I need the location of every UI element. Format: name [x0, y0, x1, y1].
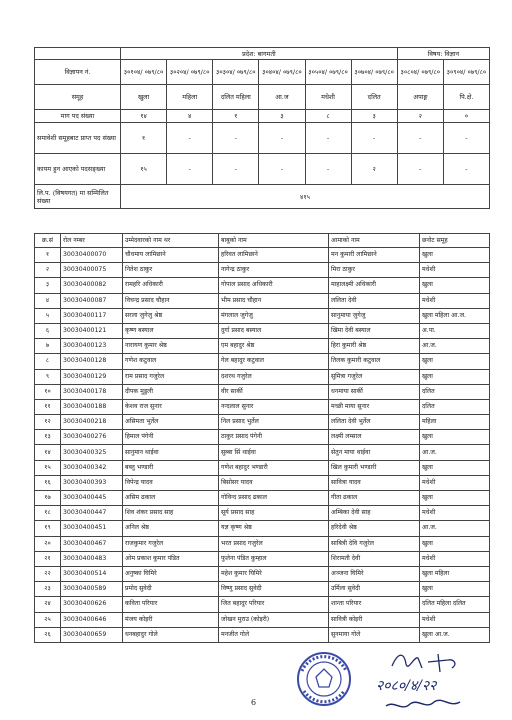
- selection-group-cell: आ.ज.: [420, 521, 490, 536]
- final-posts-cell: -: [305, 154, 351, 185]
- mother-name-cell: तिलक कुमारी कटुवाल: [329, 354, 420, 369]
- selection-group-cell: खुला: [420, 248, 490, 263]
- serial-cell: ७: [35, 339, 61, 354]
- candidate-name-cell: असिम ढकाल: [123, 491, 219, 506]
- father-name-cell: भरत प्रसाद गजुरेल: [219, 536, 329, 551]
- selection-group-cell: दलित महिला दलित: [420, 597, 490, 612]
- father-name-cell: निल प्रसाद भुर्तेल: [219, 415, 329, 430]
- roll-number-cell: 30030400082: [61, 278, 123, 293]
- roll-number-cell: 30030400178: [61, 384, 123, 399]
- candidate-name-cell: अनिल श्रेष्ठ: [123, 521, 219, 536]
- mother-name-cell: खिमा देवी बस्याल: [329, 323, 420, 338]
- mother-name-cell: उर्मिला सुवेदी: [329, 582, 420, 597]
- candidate-row: [35, 506, 490, 521]
- candidate-name-cell: बब्लु भण्डारी: [123, 460, 219, 475]
- summary-header-row: [35, 48, 490, 60]
- serial-cell: १९: [35, 521, 61, 536]
- candidate-row: [35, 445, 490, 460]
- vacancy-cell: ०: [443, 110, 489, 123]
- candidate-name-cell: ओम प्रकाश कुमार पंडित: [123, 551, 219, 566]
- candidate-row: [35, 248, 490, 263]
- serial-cell: ८: [35, 354, 61, 369]
- candidate-row: [35, 475, 490, 490]
- list-header-row: [35, 234, 490, 248]
- father-name-cell: सुब्बा सिं थाईवा: [219, 445, 329, 460]
- candidate-row: [35, 263, 490, 278]
- roll-number-cell: 30030400117: [61, 308, 123, 323]
- group-cell: दलित महिला: [213, 85, 259, 110]
- vacancy-cell: ८: [305, 110, 351, 123]
- roll-number-cell: 30030400483: [61, 551, 123, 566]
- advertisement-code: ३०३०४/ ०७९/८०: [213, 60, 259, 85]
- father-name-cell: विष्णु प्रसाद सुवेदी: [219, 582, 329, 597]
- selection-group-cell: मधेशी: [420, 551, 490, 566]
- candidate-name-cell: नारायण कुमार श्रेष्ठ: [123, 339, 219, 354]
- serial-cell: ९: [35, 369, 61, 384]
- serial-cell: २२: [35, 566, 61, 581]
- roll-number-cell: 30030400087: [61, 293, 123, 308]
- roll-number-cell: 30030400129: [61, 369, 123, 384]
- candidate-name-cell: राजकुमार गजुरेल: [123, 536, 219, 551]
- roll-number-cell: 30030400276: [61, 430, 123, 445]
- selection-group-cell: खुला: [420, 369, 490, 384]
- header-roll-number: रोल नम्बर: [61, 234, 123, 248]
- serial-cell: १३: [35, 430, 61, 445]
- mother-name-cell: ललिता देवी: [329, 293, 420, 308]
- final-posts-row: [35, 154, 490, 185]
- candidate-row: [35, 293, 490, 308]
- final-posts-cell: २: [351, 154, 397, 185]
- final-posts-label: कायम हुन आएको पदसङ्ख्या: [35, 154, 121, 185]
- final-posts-cell: -: [259, 154, 305, 185]
- advertisement-code: ३०१०४/ ०७९/८०: [121, 60, 167, 85]
- candidate-row: [35, 354, 490, 369]
- mother-name-cell: सावित्री कोइरी: [329, 612, 420, 627]
- roll-number-cell: 30030400121: [61, 323, 123, 338]
- inclusive-posts-cell: -: [213, 123, 259, 154]
- candidate-name-cell: गणेश कटुवाल: [123, 354, 219, 369]
- roll-number-cell: 30030400589: [61, 582, 123, 597]
- vacancy-cell: १: [213, 110, 259, 123]
- candidate-name-cell: नितेश ठाकुर: [123, 263, 219, 278]
- roll-number-cell: 30030400075: [61, 263, 123, 278]
- summary-corner-cell: [35, 48, 121, 60]
- advertisement-code: ३०७०४/ ०७९/८०: [351, 60, 397, 85]
- candidate-name-cell: धनबहादुर गोले: [123, 627, 219, 642]
- candidate-name-cell: चौधमाय लामिछाने: [123, 248, 219, 263]
- advertisement-code: ३०२०४/ ०७९/८०: [167, 60, 213, 85]
- candidate-row: [35, 415, 490, 430]
- roll-number-cell: 30030400070: [61, 248, 123, 263]
- mother-name-cell: अञ्जना घिमिरे: [329, 566, 420, 581]
- serial-cell: ६: [35, 323, 61, 338]
- selection-group-cell: खुला: [420, 491, 490, 506]
- group-cell: खुला: [121, 85, 167, 110]
- candidate-name-cell: कविता परियार: [123, 597, 219, 612]
- inclusive-posts-cell: -: [397, 123, 443, 154]
- advertisement-code: ३०५०४/ ०७९/८०: [305, 60, 351, 85]
- mother-name-cell: मन कुमारी लामिछाने: [329, 248, 420, 263]
- candidate-row: [35, 339, 490, 354]
- serial-cell: २४: [35, 597, 61, 612]
- father-name-cell: मंगलाल जुगेजु: [219, 308, 329, 323]
- official-seal-icon: [296, 651, 352, 707]
- serial-cell: १४: [35, 445, 61, 460]
- father-name-cell: दुर्गा प्रसाद बस्याल: [219, 323, 329, 338]
- selection-group-cell: आ.ज.: [420, 445, 490, 460]
- candidate-name-cell: प्रमोद सुवेदी: [123, 582, 219, 597]
- serial-cell: २३: [35, 582, 61, 597]
- father-name-cell: ठाकुर प्रसाद पंगेनी: [219, 430, 329, 445]
- candidate-row: [35, 612, 490, 627]
- serial-cell: ४: [35, 293, 61, 308]
- candidate-row: [35, 566, 490, 581]
- mother-name-cell: शान्ता परियार: [329, 597, 420, 612]
- serial-cell: १५: [35, 460, 61, 475]
- father-name-cell: एम बहादुर श्रेष्ठ: [219, 339, 329, 354]
- group-cell: महिला: [167, 85, 213, 110]
- mother-name-cell: साबित्री देवि गजुरेल: [329, 536, 420, 551]
- roll-number-cell: 30030400447: [61, 506, 123, 521]
- advertisement-code: ३०४०४/ ०७९/८०: [259, 60, 305, 85]
- province-label: प्रदेश: बागमती: [121, 48, 398, 60]
- serial-cell: ११: [35, 399, 61, 414]
- final-posts-cell: -: [397, 154, 443, 185]
- mother-name-cell: मच्छी माया सुनार: [329, 399, 420, 414]
- group-cell: पि.क्षे.: [443, 85, 489, 110]
- father-name-cell: नन्दलाल सुनार: [219, 399, 329, 414]
- vacancy-label: माग पद संख्या: [35, 110, 121, 123]
- selection-group-cell: मधेशी: [420, 293, 490, 308]
- father-name-cell: मनजीत गोले: [219, 627, 329, 642]
- candidate-name-cell: मंजय कोइरी: [123, 612, 219, 627]
- serial-cell: ३: [35, 278, 61, 293]
- mother-name-cell: मिरा ठाकुर: [329, 263, 420, 278]
- selection-group-cell: खुला: [420, 536, 490, 551]
- selection-group-cell: अ.पा.: [420, 323, 490, 338]
- mother-name-cell: लक्ष्मी लम्साल: [329, 430, 420, 445]
- group-cell: दलित: [351, 85, 397, 110]
- selection-group-cell: मधेशी: [420, 506, 490, 521]
- inclusive-posts-cell: -: [443, 123, 489, 154]
- father-name-cell: गोपाल प्रसाद अधिकारी: [219, 278, 329, 293]
- serial-cell: २०: [35, 536, 61, 551]
- father-name-cell: गेल बहादुर कटुवाल: [219, 354, 329, 369]
- header-serial: क्र.सं: [35, 234, 61, 248]
- mother-name-cell: ललिता देवी भुर्तेल: [329, 415, 420, 430]
- inclusive-posts-cell: -: [305, 123, 351, 154]
- group-cell: आ.ज: [259, 85, 305, 110]
- inclusive-posts-cell: -: [259, 123, 305, 154]
- candidate-row: [35, 460, 490, 475]
- roll-number-cell: 30030400445: [61, 491, 123, 506]
- roll-number-cell: 30030400123: [61, 339, 123, 354]
- father-name-cell: गणेश बहादुर भण्डारी: [219, 460, 329, 475]
- advertisement-label: विज्ञापन नं.: [35, 60, 121, 85]
- page-number: 6: [251, 698, 257, 707]
- selection-group-cell: मधेशी: [420, 263, 490, 278]
- father-name-cell: हरिवत लामिछाने: [219, 248, 329, 263]
- candidate-name-cell: अनुष्का घिमिरे: [123, 566, 219, 581]
- candidate-row: [35, 369, 490, 384]
- candidate-row: [35, 627, 490, 642]
- selection-group-cell: दलित: [420, 399, 490, 414]
- final-posts-cell: -: [443, 154, 489, 185]
- roll-number-cell: 30030400626: [61, 597, 123, 612]
- mother-name-cell: सानुमाया जुगेजु: [329, 308, 420, 323]
- svg-text:२०८०/४/२२: २०८०/४/२२: [376, 678, 437, 694]
- candidate-name-cell: विचन्द्र प्रसाद चौहान: [123, 293, 219, 308]
- father-name-cell: महेश कुमार घिमिरे: [219, 566, 329, 581]
- roll-number-cell: 30030400128: [61, 354, 123, 369]
- mother-name-cell: अम्बिका देवी साह: [329, 506, 420, 521]
- groups-row: [35, 85, 490, 110]
- inclusive-posts-row: [35, 123, 490, 154]
- mother-name-cell: गीता ढकाल: [329, 491, 420, 506]
- roll-number-cell: 30030400451: [61, 521, 123, 536]
- mother-name-cell: सुनमाया गोले: [329, 627, 420, 642]
- header-candidate-name: उम्मेदवारको नाम थर: [123, 234, 219, 248]
- father-name-cell: जित बहादुर परियार: [219, 597, 329, 612]
- advertisement-code: ३०९०४/ ०७९/८०: [443, 60, 489, 85]
- serial-cell: २५: [35, 612, 61, 627]
- roll-number-cell: 30030400646: [61, 612, 123, 627]
- group-cell: मधेशी: [305, 85, 351, 110]
- roll-number-cell: 30030400514: [61, 566, 123, 581]
- mother-name-cell: सेतुन माया थाईवा: [329, 445, 420, 460]
- mother-name-cell: सावित्रा यादव: [329, 475, 420, 490]
- header-selection-group: छनोट समूह: [420, 234, 490, 248]
- inclusive-posts-cell: -: [167, 123, 213, 154]
- selection-group-cell: दलित: [420, 384, 490, 399]
- roll-number-cell: 30030400342: [61, 460, 123, 475]
- header-mother-name: आमाको नाम: [329, 234, 420, 248]
- candidate-name-cell: रामहरि अधिकारी: [123, 278, 219, 293]
- serial-cell: १८: [35, 506, 61, 521]
- serial-cell: १०: [35, 384, 61, 399]
- serial-cell: २१: [35, 551, 61, 566]
- advertisement-code: ३०८०४/ ०७९/८०: [397, 60, 443, 85]
- serial-cell: ५: [35, 308, 61, 323]
- serial-cell: १७: [35, 491, 61, 506]
- father-name-cell: भीम प्रसाद चौहान: [219, 293, 329, 308]
- candidate-row: [35, 491, 490, 506]
- candidate-name-cell: विपेन्द्र यादव: [123, 475, 219, 490]
- selection-group-cell: आ.ज.: [420, 339, 490, 354]
- candidate-name-cell: सानुमान थाईवा: [123, 445, 219, 460]
- mother-name-cell: शिरामती देवी: [329, 551, 420, 566]
- candidate-name-cell: शिव शंकर प्रसाद साह: [123, 506, 219, 521]
- handwritten-date: [372, 672, 490, 716]
- group-cell: अपाङ्ग: [397, 85, 443, 110]
- final-posts-cell: -: [213, 154, 259, 185]
- candidate-row: [35, 323, 490, 338]
- candidate-row: [35, 536, 490, 551]
- father-name-cell: सूर्य प्रसाद साह: [219, 506, 329, 521]
- father-name-cell: जोखन मुराउ (कोइरी): [219, 612, 329, 627]
- vacancy-cell: ३: [351, 110, 397, 123]
- selection-group-cell: महिला: [420, 415, 490, 430]
- vacancy-cell: १४: [121, 110, 167, 123]
- father-name-cell: यज्ञ कृष्ण श्रेष्ठ: [219, 521, 329, 536]
- mother-name-cell: खिल कुमारी भण्डारी: [329, 460, 420, 475]
- mother-name-cell: माहालक्ष्मी अधिकारी: [329, 278, 420, 293]
- candidate-row: [35, 278, 490, 293]
- candidate-row: [35, 597, 490, 612]
- mother-name-cell: धनमाया सार्की: [329, 384, 420, 399]
- candidate-name-cell: दीपक मुडुली: [123, 384, 219, 399]
- mother-name-cell: सुमित्रा गजुरेल: [329, 369, 420, 384]
- final-posts-cell: १५: [121, 154, 167, 185]
- applicants-row: [35, 185, 490, 209]
- applicants-label: लि.प. (विषयगत) मा सम्मिलित संख्या: [35, 185, 121, 209]
- selection-group-cell: खुला: [420, 582, 490, 597]
- serial-cell: २: [35, 263, 61, 278]
- selection-group-cell: खुला: [420, 354, 490, 369]
- candidate-name-cell: हिमाल पंगेनी: [123, 430, 219, 445]
- candidate-list-table: [34, 233, 490, 643]
- candidate-name-cell: कृष्ण बस्याल: [123, 323, 219, 338]
- inclusive-posts-label: समावेशी समूहबाट प्राप्त पद संख्या: [35, 123, 121, 154]
- serial-cell: १६: [35, 475, 61, 490]
- serial-cell: २६: [35, 627, 61, 642]
- mother-name-cell: हिरा कुमारी श्रेष्ठ: [329, 339, 420, 354]
- candidate-name-cell: असिमता भुर्तेल: [123, 415, 219, 430]
- father-name-cell: गोविन्द प्रसाद ढकाल: [219, 491, 329, 506]
- candidate-row: [35, 521, 490, 536]
- selection-group-cell: मधेशी: [420, 612, 490, 627]
- selection-group-cell: खुला महिला: [420, 566, 490, 581]
- roll-number-cell: 30030400325: [61, 445, 123, 460]
- candidate-row: [35, 384, 490, 399]
- selection-group-cell: खुला: [420, 430, 490, 445]
- applicants-total: ४१५: [121, 185, 490, 209]
- father-name-cell: दशरथ गजुरेल: [219, 369, 329, 384]
- serial-cell: १: [35, 248, 61, 263]
- roll-number-cell: 30030400659: [61, 627, 123, 642]
- vacancy-cell: २: [397, 110, 443, 123]
- candidate-row: [35, 430, 490, 445]
- candidate-row: [35, 551, 490, 566]
- candidate-name-cell: केशव राज सुनार: [123, 399, 219, 414]
- selection-group-cell: खुला: [420, 278, 490, 293]
- selection-group-cell: मधेशी: [420, 475, 490, 490]
- selection-group-cell: खुला महिला आ.ज.: [420, 308, 490, 323]
- father-name-cell: नागेन्द्र ठाकुर: [219, 263, 329, 278]
- vacancy-row: [35, 110, 490, 123]
- roll-number-cell: 30030400218: [61, 415, 123, 430]
- vacancy-cell: ३: [259, 110, 305, 123]
- selection-group-cell: खुला: [420, 460, 490, 475]
- candidate-row: [35, 308, 490, 323]
- candidate-row: [35, 399, 490, 414]
- vacancy-cell: ४: [167, 110, 213, 123]
- header-father-name: बाबुको नाम: [219, 234, 329, 248]
- inclusive-posts-cell: १: [121, 123, 167, 154]
- inclusive-posts-cell: -: [351, 123, 397, 154]
- roll-number-cell: 30030400393: [61, 475, 123, 490]
- mother-name-cell: हरिदेवी श्रेष्ठ: [329, 521, 420, 536]
- summary-table: [34, 47, 490, 209]
- selection-group-cell: खुला आ.ज.: [420, 627, 490, 642]
- father-name-cell: वीर सार्की: [219, 384, 329, 399]
- roll-number-cell: 30030400467: [61, 536, 123, 551]
- candidate-name-cell: राम प्रसाद गजुरेल: [123, 369, 219, 384]
- serial-cell: १२: [35, 415, 61, 430]
- candidate-row: [35, 582, 490, 597]
- roll-number-cell: 30030400188: [61, 399, 123, 414]
- father-name-cell: बिसोसर यादव: [219, 475, 329, 490]
- advertisement-codes-row: [35, 60, 490, 85]
- candidate-name-cell: सरला जुगेजु श्रेष्ठ: [123, 308, 219, 323]
- group-label: समूह: [35, 85, 121, 110]
- final-posts-cell: -: [167, 154, 213, 185]
- father-name-cell: फुलेना पंडित कुम्हाल: [219, 551, 329, 566]
- subject-label: विषय: विज्ञान: [397, 48, 489, 60]
